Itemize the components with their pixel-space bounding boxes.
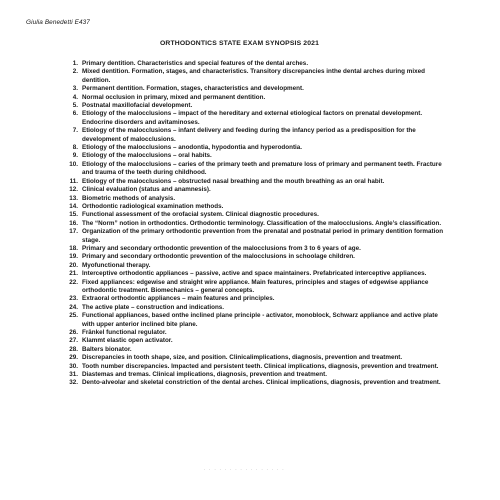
item-text: Etiology of the malocclusions – infant delivery and feeding during the infancy period as a predisposition for the development of malocclusions. (82, 127, 416, 143)
list-item (62, 127, 444, 144)
author-name: Giulia Benedetti E437 (26, 19, 90, 26)
item-text: Discrepancies in tooth shape, size, and position. Clinicalimplications, diagnosis, prevention and treatment. (82, 354, 403, 362)
item-number: 13. (69, 194, 78, 202)
item-number: 32. (69, 379, 78, 387)
item-number: 10. (69, 160, 78, 168)
item-text: Functional appliances, based onthe inclined plane principle - activator, monoblock, Schwarz appliance and active plate with upper anterior inclined bite plane. (82, 312, 438, 328)
list-item (62, 371, 444, 379)
item-number: 25. (69, 312, 78, 320)
list-item (62, 85, 444, 93)
item-text: The “Norm” notion in orthodontics. Orthodontic terminology. Classification of the malocclusions. Angle’s classification. (82, 219, 442, 227)
list-item (62, 203, 444, 211)
item-number: 15. (69, 211, 78, 219)
list-item (62, 94, 444, 102)
item-text: Mixed dentition. Formation, stages, and characteristics. Transitory discrepancies inthe dental arches during mixed dentition. (82, 68, 425, 84)
item-number: 24. (69, 303, 78, 311)
item-text: Dento-alveolar and skeletal constriction of the dental arches. Clinical implications, diagnosis, prevention and treatment. (82, 379, 441, 387)
item-number: 2. (72, 68, 78, 76)
item-text: Primary and secondary orthodontic prevention of the malocclusions in schoolage children. (82, 253, 355, 261)
item-number: 7. (72, 127, 78, 135)
item-number: 11. (69, 177, 78, 185)
item-number: 14. (69, 202, 78, 210)
item-number: 30. (69, 362, 78, 370)
list-item (62, 178, 444, 186)
item-number: 31. (69, 371, 78, 379)
list-item (62, 60, 444, 68)
item-text: Interceptive orthodontic appliances – passive, active and space maintainers. Prefabricated interceptive appliances. (82, 270, 427, 278)
item-number: 12. (69, 186, 78, 194)
list-item (62, 161, 444, 178)
item-number: 8. (72, 144, 78, 152)
item-number: 20. (69, 261, 78, 269)
list-item (62, 228, 444, 245)
item-number: 3. (72, 85, 78, 93)
list-item (62, 186, 444, 194)
list-item (62, 144, 444, 152)
list-item (62, 379, 444, 387)
item-text: Primary dentition. Characteristics and special features of the dental arches. (82, 60, 309, 67)
list-item (62, 262, 444, 270)
item-number: 28. (69, 345, 78, 353)
item-text: Postnatal maxillofacial development. (82, 102, 193, 110)
item-text: Permanent dentition. Formation, stages, characteristics and development. (82, 85, 304, 93)
item-number: 16. (69, 219, 78, 227)
item-text: Tooth number discrepancies. Impacted and persistent teeth. Clinical implications, diagnosis, prevention and treatment. (82, 362, 439, 370)
item-number: 1. (72, 60, 78, 67)
item-text: Etiology of the malocclusions – impact of the hereditary and external etiological factors on prenatal development. Endocrine disorders and avitaminoses. (82, 110, 423, 126)
list-item (62, 279, 444, 296)
item-text: Primary and secondary orthodontic prevention of the malocclusions from 3 to 6 years of age. (82, 244, 361, 252)
item-number: 21. (69, 270, 78, 278)
list-item (62, 245, 444, 253)
item-text: Diastemas and tremas. Clinical implications, diagnosis, prevention and treatment. (82, 371, 327, 379)
item-text: Fränkel functional regulator. (82, 329, 167, 336)
footer-dots: . . . . . . . . . . . . . . . . (204, 466, 285, 471)
item-text: Etiology of the malocclusions – obstructed nasal breathing and the mouth breathing as an oral habit. (82, 177, 385, 185)
item-text: Organization of the primary orthodontic prevention from the prenatal and postnatal period in primary dentition formation stage. (82, 228, 444, 244)
list-item (62, 152, 444, 160)
list-item (62, 253, 444, 261)
item-number: 5. (72, 102, 78, 110)
item-text: Clinical evaluation (status and anamnesis). (82, 186, 211, 194)
list-item (62, 68, 444, 85)
item-number: 6. (72, 110, 78, 118)
list-item (62, 312, 444, 329)
item-text: Myofunctional therapy. (82, 261, 151, 269)
list-item (62, 102, 444, 110)
item-number: 22. (69, 278, 78, 286)
list-item (62, 354, 444, 362)
list-item (62, 329, 444, 337)
list-item (62, 337, 444, 345)
item-text: Extraoral orthodontic appliances – main features and principles. (82, 295, 275, 303)
list-item (62, 220, 444, 228)
list-item (62, 295, 444, 303)
item-text: Etiology of the malocclusions – oral habits. (82, 152, 212, 160)
item-text: Klammt elastic open activator. (82, 337, 173, 345)
topic-list (62, 60, 444, 388)
item-text: Balters bionator. (82, 345, 132, 353)
item-number: 23. (69, 295, 78, 303)
item-number: 17. (69, 228, 78, 236)
item-number: 18. (69, 244, 78, 252)
item-text: Normal occlusion in primary, mixed and permanent dentition. (82, 93, 266, 101)
item-text: Fixed appliances: edgewise and straight wire appliance. Main features, principles and stages of edgewise appliance orthodontic treatment. Biomechanics – general concepts. (82, 278, 429, 294)
item-text: The active plate – construction and indications. (82, 303, 225, 311)
item-text: Functional assessment of the orofacial system. Clinical diagnostic procedures. (82, 211, 319, 219)
list-item (62, 304, 444, 312)
list-item (62, 270, 444, 278)
list-item (62, 363, 444, 371)
item-text: Etiology of the malocclusions – caries of the primary teeth and premature loss of primary and permanent teeth. Fracture and trauma of the teeth during childhood. (82, 160, 442, 177)
list-item (62, 110, 444, 127)
page-title: ORTHODONTICS STATE EXAM SYNOPSIS 2021 (160, 40, 320, 47)
item-number: 26. (69, 329, 78, 336)
list-item (62, 195, 444, 203)
item-number: 29. (69, 354, 78, 362)
item-number: 27. (69, 337, 78, 345)
item-number: 9. (72, 152, 78, 160)
list-item (62, 211, 444, 219)
item-number: 19. (69, 253, 78, 261)
item-number: 4. (72, 93, 78, 101)
item-text: Etiology of the malocclusions – anodontia, hypodontia and hyperodontia. (82, 144, 303, 152)
list-item (62, 346, 444, 354)
item-text: Biometric methods of analysis. (82, 194, 176, 202)
item-text: Orthodontic radiological examination methods. (82, 202, 224, 210)
